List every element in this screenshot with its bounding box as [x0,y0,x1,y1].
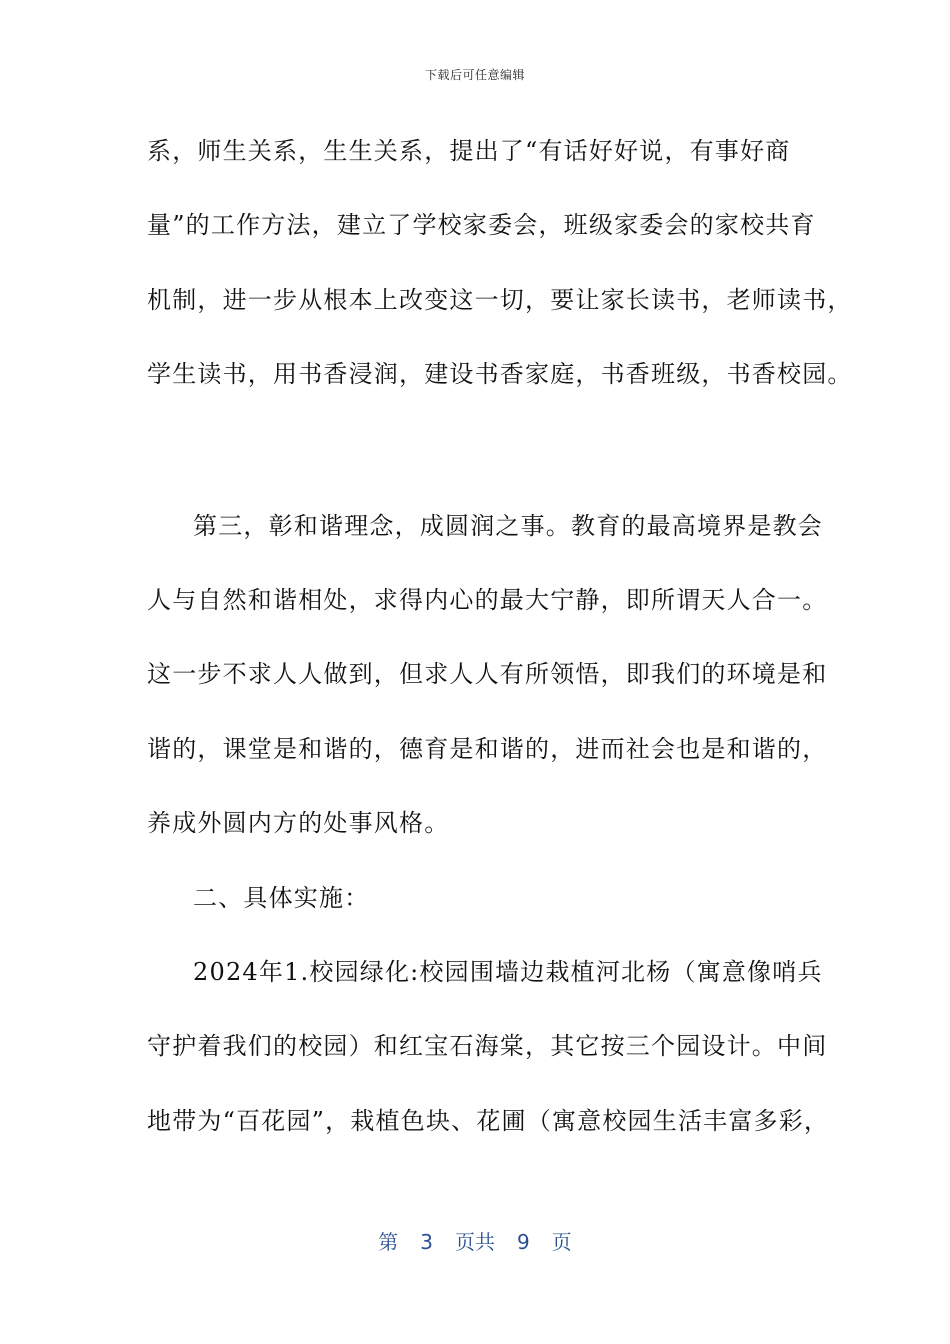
body-line: 谐的，课堂是和谐的，德育是和谐的，进而社会也是和谐的， [147,735,828,763]
body-line: 守护着我们的校园）和红宝石海棠，其它按三个园设计。中间 [147,1032,828,1060]
body-line: 量”的工作方法，建立了学校家委会，班级家委会的家校共育 [147,211,816,239]
page-footer [0,1226,950,1255]
body-line: 机制，进一步从根本上改变这一切，要让家长读书，老师读书， [147,286,853,314]
paragraph-first-line: 第三，彰和谐理念，成圆润之事。教育的最高境界是教会 [193,512,823,540]
footer-prefix: 第 [378,1230,399,1254]
body-line: 人与自然和谐相处，求得内心的最大宁静，即所谓天人合一。 [147,586,828,614]
body-line: 学生读书，用书香浸润，建设书香家庭，书香班级，书香校园。 [147,360,853,388]
body-line: 系，师生关系，生生关系，提出了“有话好好说，有事好商 [147,137,791,165]
section-heading: 二、具体实施： [193,884,370,912]
paragraph-first-line: 2024年1.校园绿化:校园围墙边栽植河北杨（寓意像哨兵 [193,958,823,986]
body-line: 这一步不求人人做到，但求人人有所领悟，即我们的环境是和 [147,660,828,688]
body-line: 地带为“百花园”，栽植色块、花圃（寓意校园生活丰富多彩， [147,1107,830,1135]
body-line: 养成外圆内方的处事风格。 [147,809,450,837]
page-header: 下载后可任意编辑 [424,68,525,82]
footer-suffix: 页 [551,1230,572,1254]
footer-current-page: 3 [420,1230,433,1254]
footer-middle: 页共 [455,1230,495,1254]
footer-total-pages: 9 [517,1230,530,1254]
